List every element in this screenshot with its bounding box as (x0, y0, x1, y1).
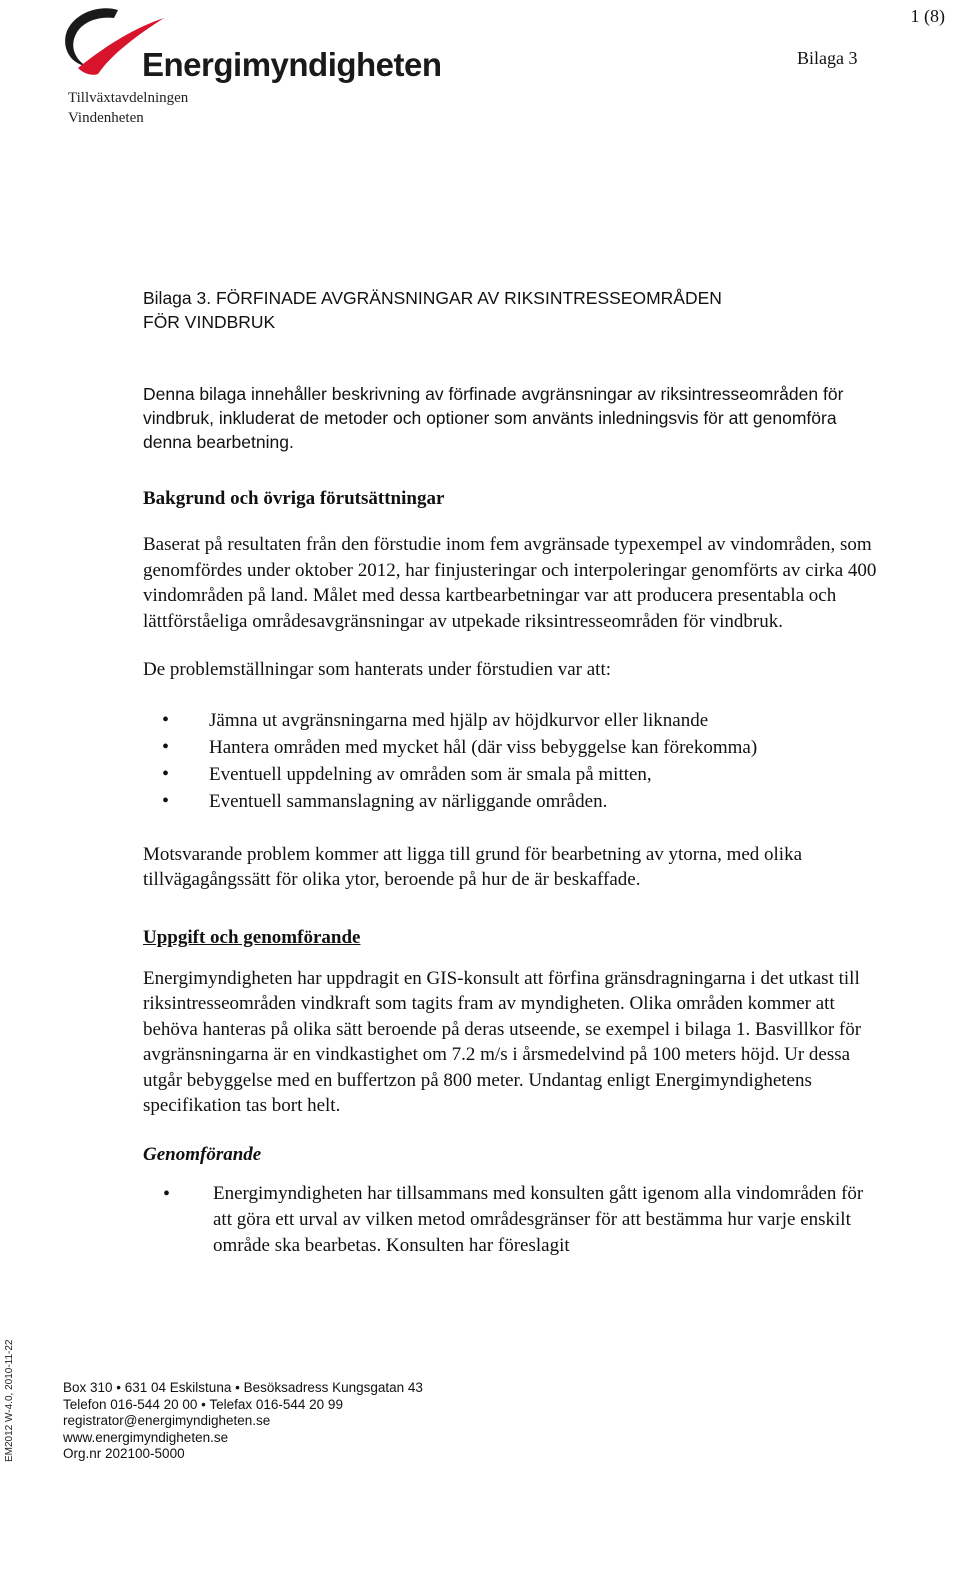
list-item: • Energimyndigheten har tillsammans med konsulten gått igenom alla vindområden för att göra ett urval av vilken metod områdesgränser för att bestämma hur varje enskilt område ska bearbetas. Konsulten har föreslagit (143, 1181, 878, 1259)
intro-paragraph: Denna bilaga innehåller beskrivning av förfinade avgränsningar av riksintresseområden för vindbruk, inkluderat de metoder och optioner som använts inledningsvis för att genomföra denna bearbetning. (143, 384, 844, 452)
template-code-text: EM2012 W-4.0, 2010-11-22 (4, 1339, 15, 1462)
footer-phone: Telefon 016-544 20 00 • Telefax 016-544 20 99 (63, 1396, 343, 1412)
page-number: 1 (8) (910, 6, 945, 26)
department-name: Tillväxtavdelningen (68, 90, 189, 106)
section-heading-implementation: Genomförande (143, 1143, 262, 1165)
implementation-list (143, 1181, 878, 1259)
document-label: Bilaga 3 (797, 48, 858, 68)
footer-website: www.energimyndigheten.se (63, 1429, 229, 1445)
energimyndigheten-logo (58, 4, 442, 84)
problems-list (143, 707, 878, 815)
footer-org-number: Org.nr 202100-5000 (63, 1446, 185, 1461)
list-item: • Hantera områden med mycket hål (där viss bebyggelse kan förekomma) (143, 734, 878, 761)
list-item: • Jämna ut avgränsningarna med hjälp av höjdkurvor eller liknande (143, 707, 878, 734)
title-line: Bilaga 3. FÖRFINADE AVGRÄNSNINGAR AV RIKSINTRESSEOMRÅDEN (143, 288, 722, 308)
footer-email: registrator@energimyndigheten.se (63, 1413, 271, 1428)
org-unit (68, 88, 188, 128)
problems-intro-paragraph: De problemställningar som hanterats under förstudien var att: (143, 659, 612, 680)
approach-paragraph: Motsvarande problem kommer att ligga till grund för bearbetning av ytorna, med olika tillvägagångssätt för olika ytor, beroende på hur de är beskaffade. (143, 843, 803, 890)
section-heading-background: Bakgrund och övriga förutsättningar (143, 488, 445, 509)
logo-wordmark: Energimyndigheten (142, 46, 442, 83)
list-item: • Eventuell sammanslagning av närliggande områden. (143, 788, 878, 815)
footer-contact (63, 1380, 423, 1463)
footer-address: Box 310 • 631 04 Eskilstuna • Besöksadress Kungsgatan 43 (63, 1380, 423, 1395)
background-paragraph: Baserat på resultaten från den förstudie inom fem avgränsade typexempel av vindområden, som genomfördes under oktober 2012, har finjusteringar och interpoleringar genomförts av cirka 400 vindområden på land. Målet med dessa kartbearbetningar var att producera presentabla och lättförståeliga områdesavgränsningar av utpekade riksintresseområden för vindbruk. (143, 534, 877, 632)
unit-name: Vindenheten (68, 110, 144, 126)
title-line: FÖR VINDBRUK (143, 312, 276, 332)
list-item: • Eventuell uppdelning av områden som är smala på mitten, (143, 761, 878, 788)
document-body (143, 286, 878, 1259)
section-heading-task: Uppgift och genomförande (143, 926, 361, 948)
document-title (143, 286, 878, 334)
template-code (0, 1339, 20, 1582)
task-paragraph: Energimyndigheten har uppdragit en GIS-konsult att förfina gränsdragningarna i det utkast till riksintresseområden vindkraft som tagits fram av myndigheten. Olika områden kommer att behöva hanteras på olika sätt beroende på deras utseende, se exempel i bilaga 1. Basvillkor för avgränsningarna är en vindkastighet om 7.2 m/s i årsmedelvind på 100 meters höjd. Ur dessa utgår bebyggelse med en buffertzon på 800 meter. Undantag enligt Energimyndighetens specifikation tas bort helt. (143, 967, 862, 1116)
